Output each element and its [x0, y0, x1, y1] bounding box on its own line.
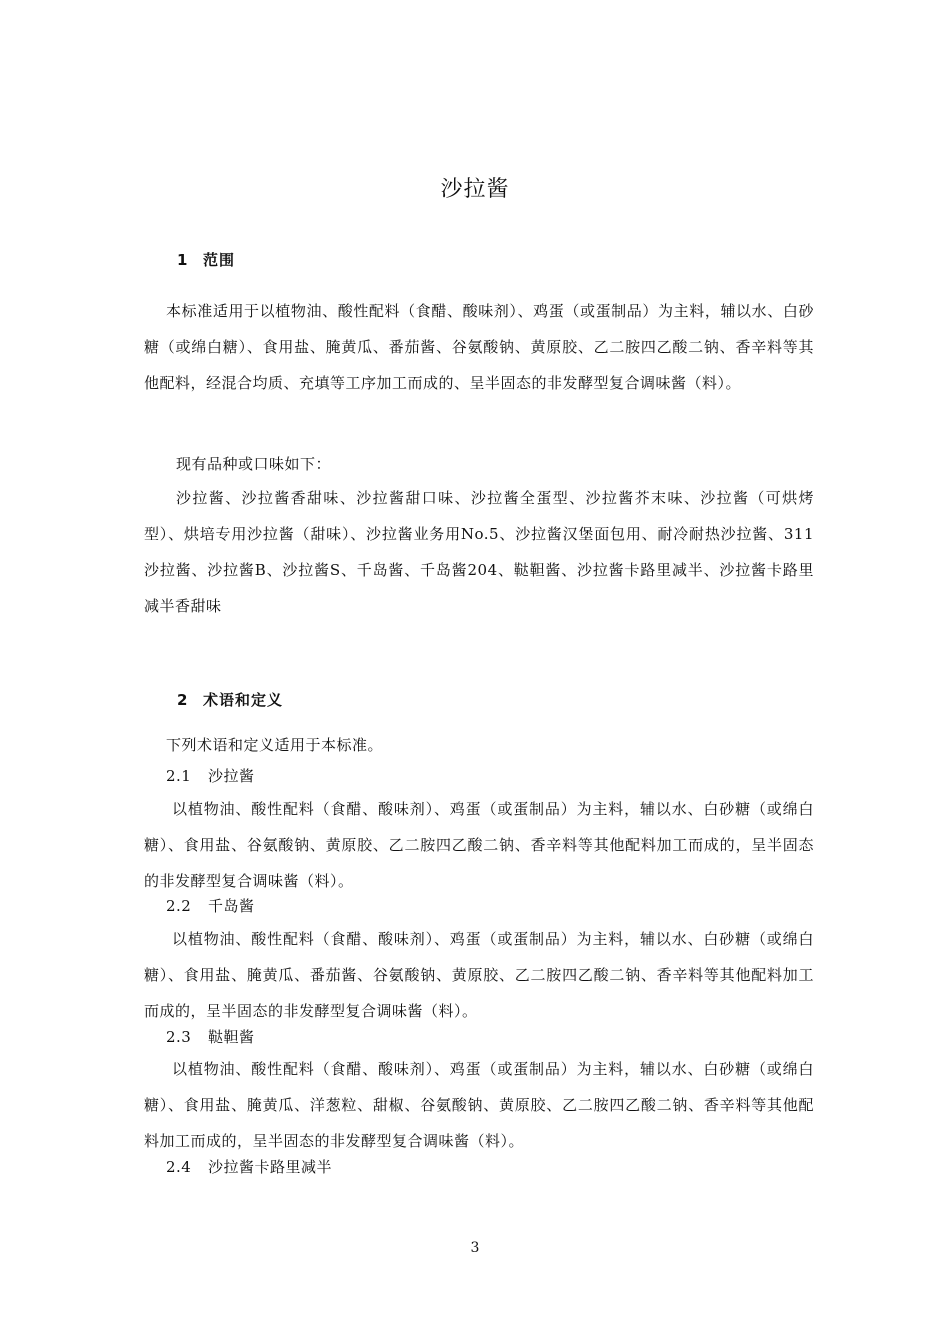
term-2-2-name: 千岛酱 — [208, 897, 255, 915]
term-2-3-definition: 以植物油、酸性配料（食醋、酸味剂）、鸡蛋（或蛋制品）为主料，辅以水、白砂糖（或绵白糖）、食用盐、腌黄瓜、洋葱粒、甜椒、谷氨酸钠、黄原胶、乙二胺四乙酸二钠、香辛料等其他配料加工而成的，呈半固态的非发酵型复合调味酱（料）。 — [144, 1060, 814, 1150]
page-number: 3 — [470, 1240, 480, 1256]
section-1-varieties-intro: 现有品种或口味如下： — [176, 455, 332, 473]
section-1-title: 范围 — [203, 251, 236, 269]
section-2-number: 2 — [177, 691, 189, 709]
term-2-4-name: 沙拉酱卡路里减半 — [208, 1158, 333, 1176]
document-title: 沙拉酱 — [440, 177, 510, 202]
section-2-intro: 下列术语和定义适用于本标准。 — [166, 736, 384, 754]
term-2-1-heading — [166, 765, 255, 786]
section-2-title: 术语和定义 — [203, 691, 284, 709]
term-2-2-number: 2.2 — [166, 897, 192, 915]
term-2-3-number: 2.3 — [166, 1028, 192, 1046]
term-2-4-heading — [166, 1156, 332, 1177]
section-1-number: 1 — [177, 251, 189, 269]
section-1-heading — [177, 249, 235, 270]
term-2-1-definition: 以植物油、酸性配料（食醋、酸味剂）、鸡蛋（或蛋制品）为主料，辅以水、白砂糖（或绵白糖）、食用盐、谷氨酸钠、黄原胶、乙二胺四乙酸二钠、香辛料等其他配料加工而成的，呈半固态的非发酵型复合调味酱（料）。 — [144, 800, 814, 890]
term-2-3-heading — [166, 1026, 255, 1047]
term-2-2-definition: 以植物油、酸性配料（食醋、酸味剂）、鸡蛋（或蛋制品）为主料，辅以水、白砂糖（或绵白糖）、食用盐、腌黄瓜、番茄酱、谷氨酸钠、黄原胶、乙二胺四乙酸二钠、香辛料等其他配料加工而成的，呈半固态的非发酵型复合调味酱（料）。 — [144, 930, 814, 1020]
section-2-heading — [177, 689, 283, 710]
section-1-scope-paragraph: 本标准适用于以植物油、酸性配料（食醋、酸味剂）、鸡蛋（或蛋制品）为主料，辅以水、白砂糖（或绵白糖）、食用盐、腌黄瓜、番茄酱、谷氨酸钠、黄原胶、乙二胺四乙酸二钠、香辛料等其他配料，经混合均质、充填等工序加工而成的、呈半固态的非发酵型复合调味酱（料）。 — [144, 302, 814, 392]
term-2-1-name: 沙拉酱 — [208, 767, 255, 785]
term-2-2-heading — [166, 895, 255, 916]
term-2-3-name: 鞑靼酱 — [208, 1028, 255, 1046]
term-2-1-number: 2.1 — [166, 767, 192, 785]
term-2-4-number: 2.4 — [166, 1158, 192, 1176]
section-1-varieties-list: 沙拉酱、沙拉酱香甜味、沙拉酱甜口味、沙拉酱全蛋型、沙拉酱芥末味、沙拉酱（可烘烤型）、烘培专用沙拉酱（甜味）、沙拉酱业务用No.5、沙拉酱汉堡面包用、耐冷耐热沙拉酱、311沙拉酱、沙拉酱B、沙拉酱S、千岛酱、千岛酱204、鞑靼酱、沙拉酱卡路里减半、沙拉酱卡路里减半香甜味 — [144, 489, 814, 615]
